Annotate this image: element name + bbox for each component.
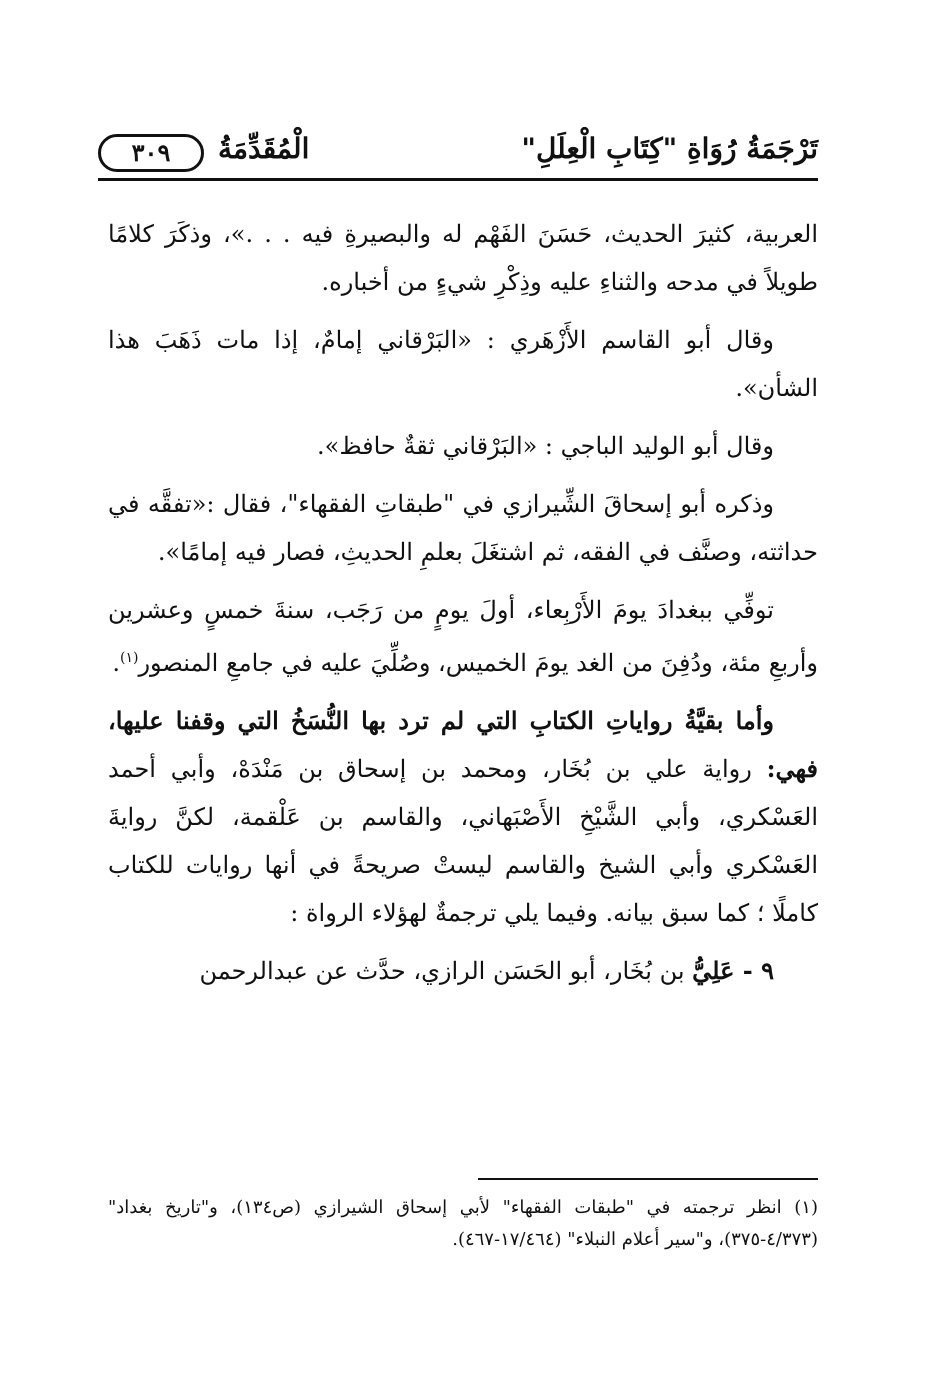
footnote: (١) انظر ترجمته في "طبقات الفقهاء" لأبي إسحاق الشيرازي (ص١٣٤)، و"تاريخ بغداد" (٤/٣٧٣-٣٧٥)، و"سير أعلام النبلاء" (١٧/٤٦٤-٤٦٧). (108, 1197, 818, 1250)
page-number-badge: ٣٠٩ (98, 134, 204, 172)
paragraph-5-end: . (112, 649, 120, 677)
footnote-rule (478, 1178, 818, 1180)
paragraph-6-text: رواية علي بن بُخَار، ومحمد بن إسحاق بن مَنْدَهْ، وأبي أحمد العَسْكري، وأبي الشَّيْخِ الأَصْبَهاني، والقاسم بن عَلْقمة، لكنَّ روايةَ العَسْكري وأبي الشيخ والقاسم ليستْ صريحةً في أنها روايات للكتاب كاملًا ؛ كما سبق بيانه. وفيما يلي ترجمةٌ لهؤلاء الرواة : (108, 755, 818, 927)
paragraph-7 (108, 947, 818, 995)
paragraph-5-text: توفِّي ببغدادَ يومَ الأَرْبِعاء، أولَ يومٍ من رَجَب، سنةَ خمسٍ وعشرين وأربعِ مئة، ودُفِنَ من الغد يومَ الخميس، وصُلِّيَ عليه في جامعِ المنصور (108, 596, 818, 677)
main-text (108, 210, 818, 1005)
paragraph-7-text: بن بُخَار، أبو الحَسَن الرازي، حدَّث عن عبدالرحمن (199, 957, 693, 985)
header-rule (98, 178, 818, 181)
paragraph-1: العربية، كثيرَ الحديث، حَسَنَ الفَهْم له والبصيرةِ فيه . . .»، وذكَرَ كلامًا طويلاً في مدحه والثناءِ عليه وذِكْرِ شيءٍ من أخباره. (108, 220, 818, 296)
paragraph-4: وذكره أبو إسحاقَ الشِّيرازي في "طبقاتِ الفقهاء"، فقال :«تفقَّه في حداثته، وصنَّف في الفقه، ثم اشتغَلَ بعلمِ الحديثِ، فصار فيه إمامًا». (108, 490, 818, 566)
paragraph-3: وقال أبو الوليد الباجي : «البَرْقاني ثقةٌ حافظ». (317, 432, 774, 460)
paragraph-6 (108, 697, 818, 937)
paragraph-5 (108, 586, 818, 687)
page-header (98, 128, 818, 188)
section-title: الْمُقَدِّمَةُ (218, 132, 310, 165)
running-title: تَرْجَمَةُ رُوَاةِ "كِتَابِ الْعِلَلِ" (521, 132, 818, 165)
entry-number: ٩ - عَلِيُّ (692, 956, 774, 985)
paragraph-2: وقال أبو القاسم الأَزْهَري : «البَرْقاني إمامٌ، إذا مات ذَهَبَ هذا الشأن». (108, 326, 818, 402)
paragraph-6-bold: وأما بقيَّةُ رواياتِ الكتابِ التي لم ترد بها النُّسَخُ التي وقفنا عليها، فهي: (108, 706, 818, 783)
footnote-reference: (١) (119, 650, 139, 666)
